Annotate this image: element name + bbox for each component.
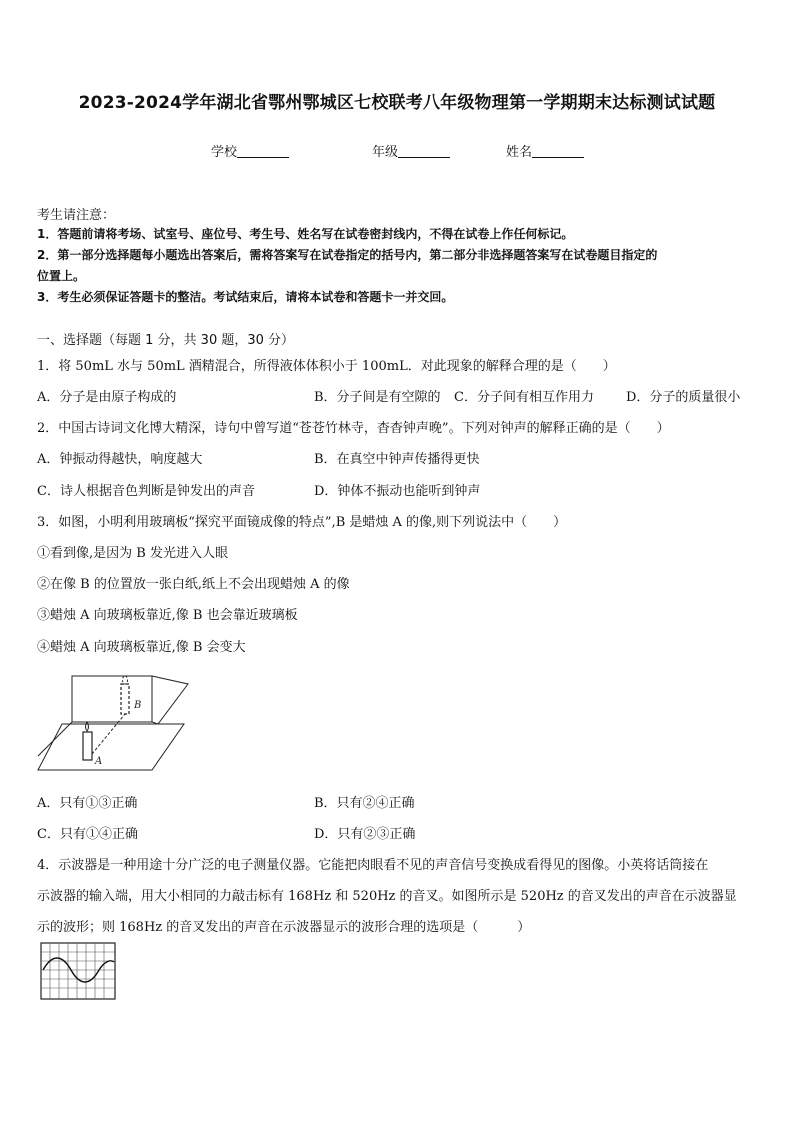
figure-label-b: B [134,700,142,711]
q3-statement: ③蜡烛 A 向玻璃板靠近,像 B 也会靠近玻璃板 [37,608,298,623]
notice-item: 位置上。 [37,269,86,283]
name-field [506,141,584,160]
page-title: 2023-2024学年湖北省鄂州鄂城区七校联考八年级物理第一学期期末达标测试试题 [78,93,716,113]
notice-heading: 考生请注意： [37,208,116,223]
oscilloscope-waveform-figure [40,942,116,1000]
name-blank[interactable] [532,145,584,158]
q2-option-b[interactable]: B．在真空中钟声传播得更快 [314,452,480,467]
q4-stem-line: 示波器的输入端，用大小相同的力敲击标有 168Hz 和 520Hz 的音叉。如图所示是 520Hz 的音叉发出的声音在示波器显 [37,889,737,904]
grade-field [372,141,450,160]
q1-stem: 1．将 50mL 水与 50mL 酒精混合，所得液体体积小于 100mL．对此现象的解释合理的是（ ） [37,359,616,374]
q1-option-b[interactable]: B．分子间是有空隙的 [314,390,441,405]
q3-option-c[interactable]: C．只有①④正确 [37,827,138,842]
grade-blank[interactable] [398,145,450,158]
q3-stem: 3．如图，小明利用玻璃板“探究平面镜成像的特点”,B 是蜡烛 A 的像,则下列说法中（ ） [37,515,567,530]
q4-stem-line: 示的波形；则 168Hz 的音叉发出的声音在示波器显示的波形合理的选项是（ ） [37,920,531,935]
q2-option-a[interactable]: A．钟振动得越快，响度越大 [37,452,203,467]
school-blank[interactable] [237,145,289,158]
q4-stem-line: 4．示波器是一种用途十分广泛的电子测量仪器。它能把肉眼看不见的声音信号变换成看得见的图像。小英将话筒接在 [37,858,709,873]
notice-item: 3．考生必须保证答题卡的整洁。考试结束后，请将本试卷和答题卡一并交回。 [37,290,454,304]
q3-option-a[interactable]: A．只有①③正确 [37,796,138,811]
q1-option-a[interactable]: A．分子是由原子构成的 [37,390,177,405]
school-label: 学校 [211,145,238,160]
q3-option-d[interactable]: D．只有②③正确 [314,827,416,842]
q3-statement: ①看到像,是因为 B 发光进入人眼 [37,546,228,561]
q2-option-c[interactable]: C．诗人根据音色判断是钟发出的声音 [37,484,255,499]
section-heading: 一、选择题（每题 1 分，共 30 题，30 分） [37,333,295,348]
q2-stem: 2．中国古诗词文化博大精深，诗句中曾写道“苍苍竹林寺，杳杳钟声晚”。下列对钟声的解释正确的是（ ） [37,421,670,436]
grade-label: 年级 [372,145,399,160]
q1-option-c[interactable]: C．分子间有相互作用力 [454,390,594,405]
notice-item: 2．第一部分选择题每小题选出答案后，需将答案写在试卷指定的括号内，第二部分非选择题答案写在试卷题目指定的 [37,248,658,262]
notice-item: 1．答题前请将考场、试室号、座位号、考生号、姓名写在试卷密封线内，不得在试卷上作任何标记。 [37,227,574,241]
school-field [211,141,289,160]
q2-option-d[interactable]: D．钟体不振动也能听到钟声 [314,484,481,499]
name-label: 姓名 [506,145,533,160]
q3-statement: ②在像 B 的位置放一张白纸,纸上不会出现蜡烛 A 的像 [37,577,350,592]
figure-label-a: A [95,756,103,767]
q3-statement: ④蜡烛 A 向玻璃板靠近,像 B 会变大 [37,640,246,655]
q1-option-d[interactable]: D．分子的质量很小 [626,390,741,405]
mirror-experiment-figure [34,664,194,776]
q3-option-b[interactable]: B．只有②④正确 [314,796,415,811]
